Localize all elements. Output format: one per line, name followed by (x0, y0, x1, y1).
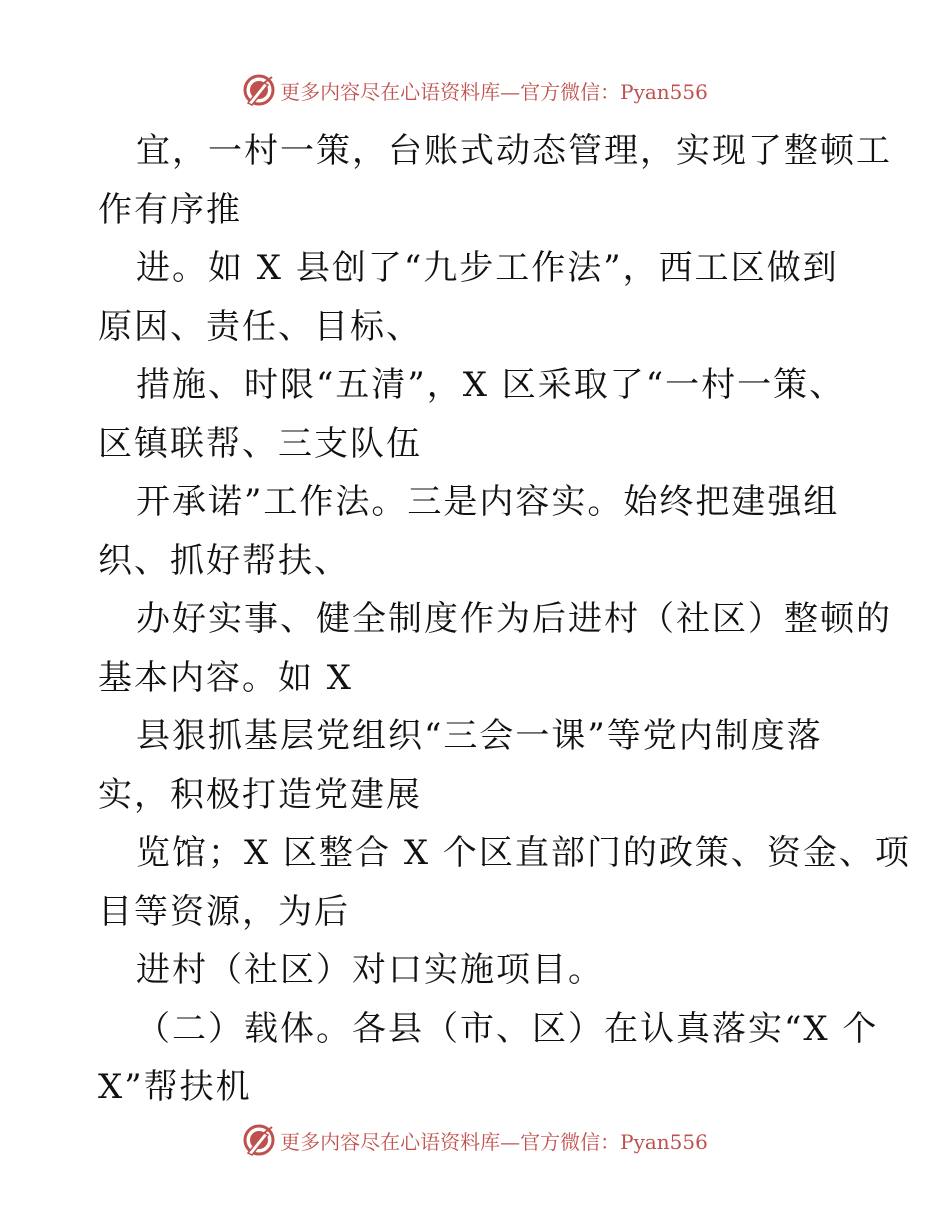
body-line: 实，积极打造党建展 (98, 774, 422, 815)
body-line: 开承诺”工作法。三是内容实。始终把建强组 (136, 482, 840, 522)
body-line: 览馆；X 区整合 X 个区直部门的政策、资金、项 (136, 833, 911, 873)
header-watermark-text: 更多内容尽在心语资料库—官方微信：Pyan556 (280, 79, 708, 104)
body-line: （二）载体。各县（市、区）在认真落实“X 个 (136, 1008, 879, 1049)
document-body (98, 122, 911, 1117)
body-line: 作有序推 (98, 189, 242, 230)
footer-watermark-text: 更多内容尽在心语资料库—官方微信：Pyan556 (280, 1129, 708, 1154)
body-line: 织、抓好帮扶、 (98, 540, 350, 581)
body-line: 目等资源，为后 (98, 891, 350, 932)
body-line: 进村（社区）对口实施项目。 (136, 950, 604, 990)
footer-watermark (0, 1120, 950, 1160)
body-line: 宜，一村一策，台账式动态管理，实现了整顿工 (136, 131, 892, 171)
body-line: 措施、时限“五清”，X 区采取了“一村一策、 (136, 365, 846, 405)
body-line: 进。如 X 县创了“九步工作法”，西工区做到 (136, 248, 839, 288)
quill-pen-seal-icon (242, 73, 276, 107)
body-line: 原因、责任、目标、 (98, 306, 422, 347)
body-line: 县狠抓基层党组织“三会一课”等党内制度落 (136, 716, 823, 756)
quill-pen-seal-icon (242, 1123, 276, 1157)
body-line: 办好实事、健全制度作为后进村（社区）整顿的 (136, 599, 892, 639)
body-line: X”帮扶机 (98, 1067, 252, 1107)
header-watermark (0, 70, 950, 110)
body-line: 区镇联帮、三支队伍 (98, 423, 422, 464)
body-line: 基本内容。如 X (98, 657, 354, 698)
